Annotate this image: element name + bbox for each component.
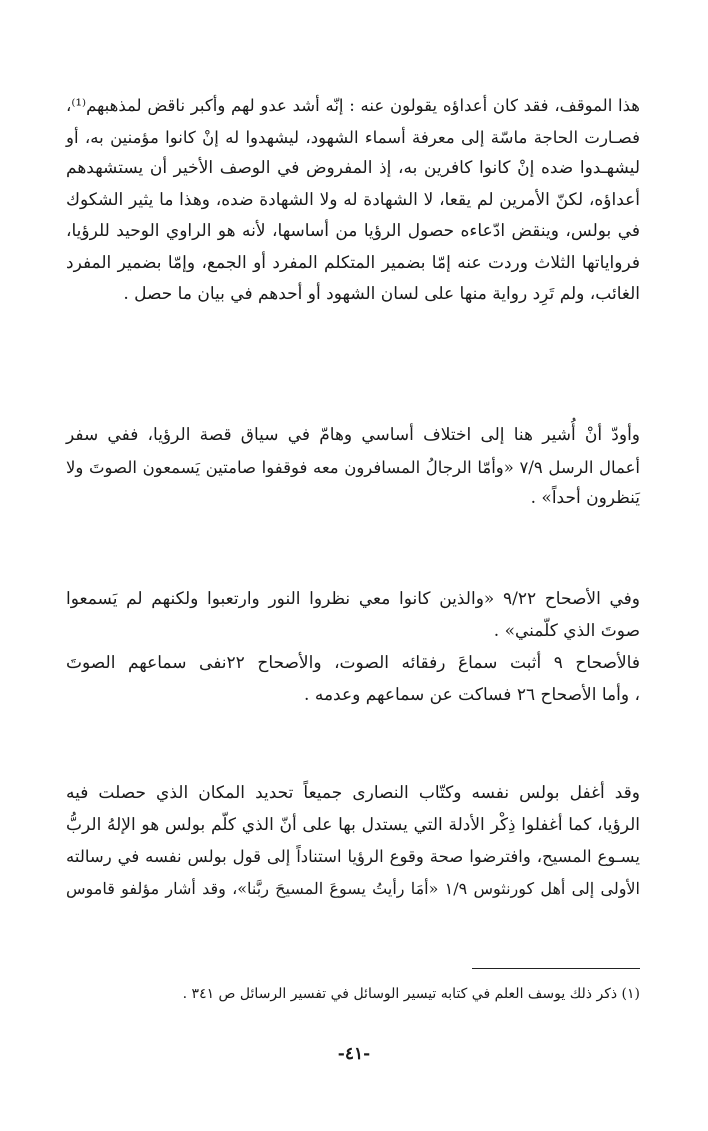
paragraph-1 [66, 90, 640, 311]
paragraph-2 [66, 420, 640, 515]
text-line: ، وأما الأصحاح ٢٦ فساكت عن سماعهم وعدمه . [304, 684, 640, 705]
text-line: أعمال الرسل ٧/٩ «وأمّا الرجالُ المسافرون معه فوقفوا صامتين يَسمعون الصوتَ ولا [66, 457, 640, 477]
footnote-divider [472, 968, 640, 969]
text-line: الرؤيا، كما أغفلوا ذِكْر الأدلة التي يستدل بها على أنّ الذي كلّم بولس هو الإلهُ الربُّ [66, 814, 640, 835]
footnote: (١) ذكر ذلك يوسف العلم في كتابه تيسير الوسائل في تفسير الرسائل ص ٣٤١ . [182, 986, 640, 1002]
text-line: هذا الموقف، فقد كان أعداؤه يقولون عنه : إنّه أشد عدو لهم وأكبر ناقض لمذهبهم⁽¹⁾، [66, 96, 640, 115]
paragraph-4 [66, 648, 640, 711]
text-line: في بولس، وينقض ادّعاءه حصول الرؤيا من أساسها، لأنه هو الراوي الوحيد للرؤيا، [66, 221, 640, 241]
text-line: فرواياتها الثلاث وردت عنه إمّا بضمير المتكلم المفرد أو الجمع، وإمّا بضمير المفرد [66, 252, 640, 273]
text-line: صوتَ الذي كلّمني» . [493, 620, 640, 641]
text-line: الغائب، ولم تَرِد رواية منها على لسان الشهود أو أحدهم في بيان ما حصل . [123, 284, 640, 304]
page-number: -٤١- [337, 1044, 371, 1064]
text-line: وفي الأصحاح ٩/٢٢ «والذين كانوا معي نظروا النور وارتعبوا ولكنهم لم يَسمعوا [66, 589, 641, 609]
text-line: فالأصحاح ٩ أثبت سماعَ رفقائه الصوت، والأصحاح ٢٢نفى سماعهم الصوتَ [66, 653, 640, 673]
paragraph-3 [66, 584, 640, 647]
text-line: ليشهـدوا ضده إنْ كانوا كافرين به، إذ المفروض في الوصف الأخير أن يستشهدهم [66, 158, 640, 178]
text-line: الأولى إلى أهل كورنثوس ١/٩ «أمَا رأيتُ يسوعَ المسيحَ ربَّنا»، وقد أشار مؤلفو قاموس [66, 878, 640, 898]
text-line: فصـارت الحاجة ماسّة إلى معرفة أسماء الشهود، ليشهدوا له إنْ كانوا مؤمنين به، أو [66, 127, 640, 147]
text-line: يسـوع المسيح، وافترضوا صحة وقوع الرؤيا استناداً إلى قول بولس نفسه في رسالته [66, 847, 640, 866]
text-line: وقد أغفل بولس نفسه وكتّاب النصارى جميعاً تحديد المكان الذي حصلت فيه [66, 783, 640, 803]
text-line: أعداؤه، لكنّ الأمرين لم يقعا، لا الشهادة له ولا الشهادة ضده، وهذا ما يثير الشكوك [66, 189, 640, 210]
text-line: يَنظرون أحداً» . [530, 488, 640, 508]
paragraph-5 [66, 778, 640, 904]
text-line: وأودّ أنْ أُشير هنا إلى اختلاف أساسي وهامّ في سياق قصة الرؤيا، ففي سفر [66, 425, 640, 445]
